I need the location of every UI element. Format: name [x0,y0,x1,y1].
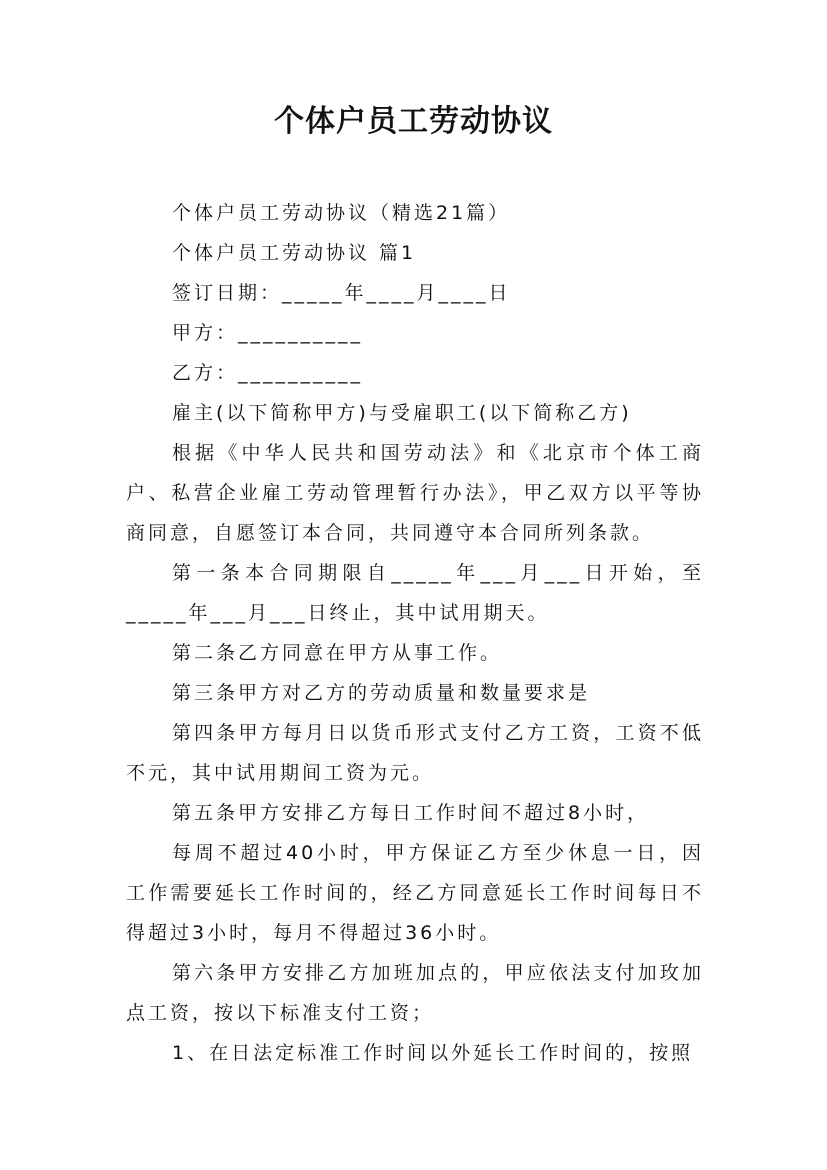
paragraph-basis: 根据《中华人民共和国劳动法》和《北京市个体工商户、私营企业雇工劳动管理暂行办法》，甲乙双方以平等协商同意，自愿签订本合同，共同遵守本合同所列条款。 [126,442,704,544]
paragraph-article-5: 第五条甲方安排乙方每日工作时间不超过8小时， [172,802,650,824]
paragraph-parties-intro: 雇主(以下简称甲方)与受雇职工(以下简称乙方) [172,402,632,424]
paragraph-article-5-cont: 每周不超过40小时，甲方保证乙方至少休息一日，因工作需要延长工作时间的，经乙方同意延长工作时间每日不得超过3小时，每月不得超过36小时。 [126,842,704,944]
paragraph-article-6: 第六条甲方安排乙方加班加点的，甲应依法支付加玫加点工资，按以下标准支付工资； [126,962,704,1024]
paragraph-article-2: 第二条乙方同意在甲方从事工作。 [172,642,503,664]
paragraph-article-6-item-1: 1、在日法定标准工作时间以外延长工作时间的，按照 [172,1042,694,1064]
document-title: 个体户员工劳动协议 [274,104,553,139]
paragraph-article-1: 第一条本合同期限自_____年___月___日开始，至_____年___月___日终止，其中试用期天。 [126,562,704,624]
paragraph-sign-date: 签订日期：_____年____月____日 [172,282,511,304]
paragraph-article-4: 第四条甲方每月日以货币形式支付乙方工资，工资不低不元，其中试用期间工资为元。 [126,722,704,784]
paragraph-subtitle: 个体户员工劳动协议（精选21篇） [172,202,511,224]
document-body [126,193,704,1073]
paragraph-party-b: 乙方：__________ [172,362,364,384]
paragraph-party-a: 甲方：__________ [172,322,364,344]
paragraph-article-3: 第三条甲方对乙方的劳动质量和数量要求是 [172,682,591,704]
paragraph-section-heading: 个体户员工劳动协议 篇1 [172,242,417,264]
